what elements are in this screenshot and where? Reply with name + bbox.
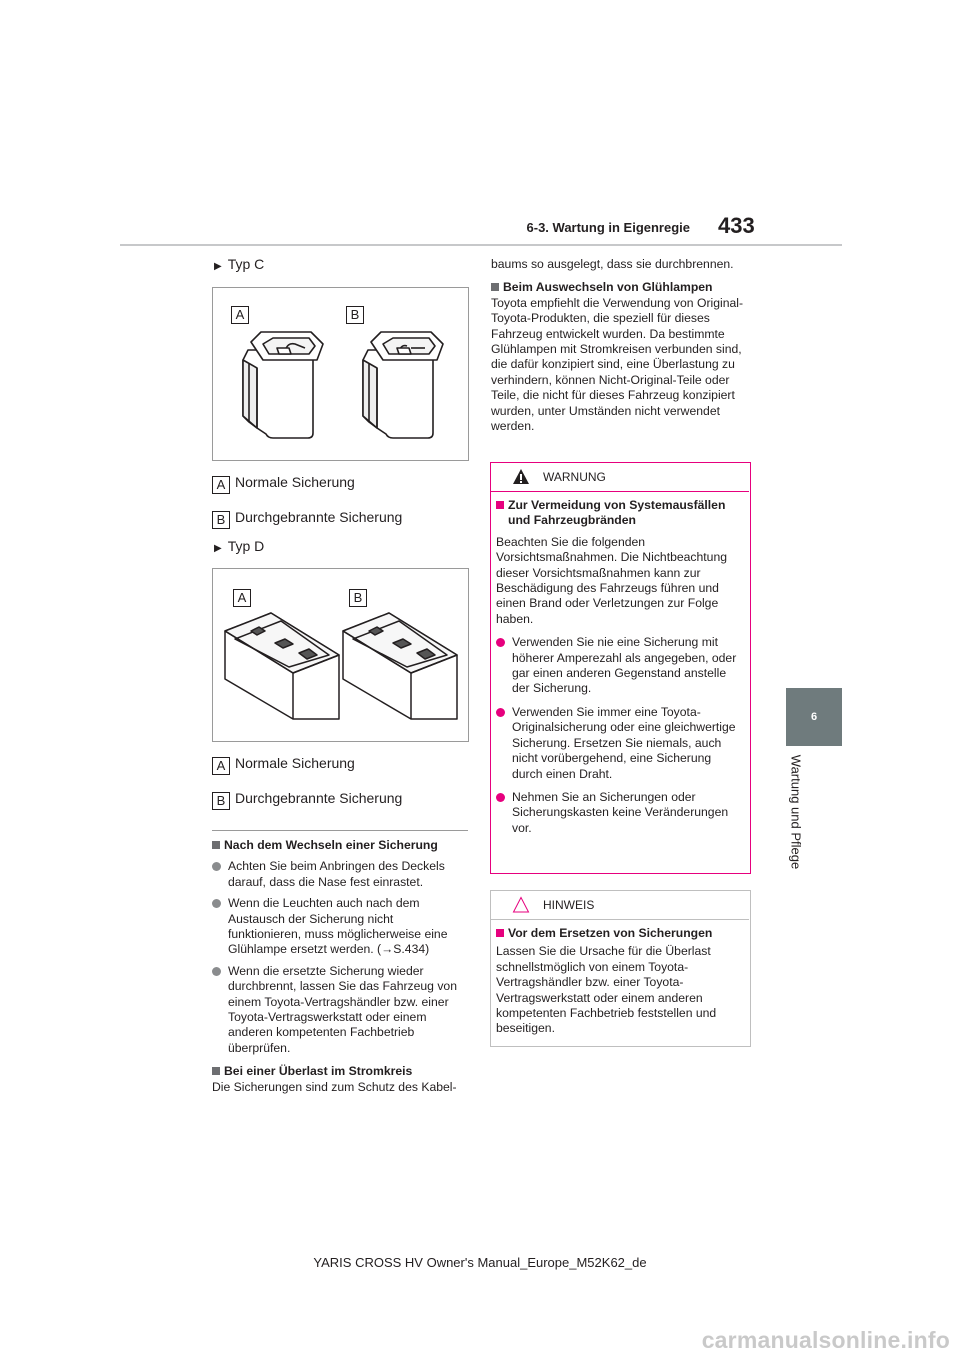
dot-bullet-icon xyxy=(496,638,505,647)
after-change-bullet-1: Achten Sie beim Anbringen des Deckels darauf, dass die Nase fest einrastet. xyxy=(212,859,468,890)
triangle-bullet-icon: ▶ xyxy=(214,261,222,272)
chapter-title-text: Wartung und Pflege xyxy=(788,754,804,870)
warning-content xyxy=(496,498,744,836)
fuse-type-d-figure xyxy=(212,568,469,742)
dot-bullet-icon xyxy=(212,862,221,871)
warning-bullet-1: Verwenden Sie nie eine Sicherung mit höherer Amperezahl als angegeben, oder gar einen anderen Gegenstand anstelle der Sicherung. xyxy=(496,635,744,697)
type-d-caption-a: A Normale Sicherung xyxy=(212,755,355,775)
right-top-text xyxy=(491,257,749,434)
type-c-heading-text: Typ C xyxy=(227,256,265,272)
dot-bullet-icon xyxy=(212,967,221,976)
type-c-caption-a: A Normale Sicherung xyxy=(212,474,355,494)
overload-heading: Bei einer Überlast im Stromkreis xyxy=(212,1064,468,1079)
bulbs-heading: Beim Auswechseln von Glühlampen xyxy=(491,280,749,295)
caution-triangle-icon xyxy=(512,896,530,913)
figure-label-b: B xyxy=(346,304,369,324)
square-bullet-icon xyxy=(491,283,499,291)
after-change-section xyxy=(212,838,468,1095)
dot-bullet-icon xyxy=(496,793,505,802)
figure-label-a: A xyxy=(233,587,256,607)
section-title: 6-3. Wartung in Eigenregie xyxy=(526,220,690,235)
warning-title: WARNUNG xyxy=(543,470,606,484)
warning-triangle-icon xyxy=(512,468,530,485)
note-text: Lassen Sie die Ursache für die Überlast schnellstmöglich von einem Toyota-Vertragshändler bzw. einer Toyota-Vertragswerkstatt oder einem anderen kompetenten Fachbetrieb feststellen und beseitigen. xyxy=(496,944,717,1036)
section-divider xyxy=(212,830,468,831)
chapter-tab: 6 xyxy=(786,688,842,746)
chapter-title xyxy=(776,742,816,882)
warning-bullet-2: Verwenden Sie immer eine Toyota-Originalsicherung oder eine gleichwertige Sicherung. Ersetzen Sie niemals, auch nicht vorübergehend, eine Sicherung durch einen Draht. xyxy=(496,705,744,782)
footer-text: YARIS CROSS HV Owner's Manual_Europe_M52K62_de xyxy=(313,1255,647,1270)
note-title-bar xyxy=(491,891,749,920)
dot-bullet-icon xyxy=(212,899,221,908)
type-c-caption-b: B Durchgebrannte Sicherung xyxy=(212,509,402,529)
type-c-heading xyxy=(214,256,264,272)
watermark: carmanualsonline.info xyxy=(701,1327,950,1353)
after-change-heading: Nach dem Wechseln einer Sicherung xyxy=(212,838,468,853)
bulbs-text: Toyota empfiehlt die Verwendung von Original-Toyota-Produkten, die speziell für dieses Fahrzeug entwickelt wurden. Da bestimmte Glühlampen mit Stromkreisen verbunden sind, die dafür konzipiert sind, eine Überlastung zu verhindern, können Nicht-Original-Teile oder Teile, die nicht für dieses Fahrzeug konzipiert wurden, unter Umständen nicht verwendet werden. xyxy=(491,295,744,434)
figure-label-a: A xyxy=(231,304,254,324)
warning-intro: Beachten Sie die folgenden Vorsichtsmaßnahmen. Die Nichtbeachtung dieser Vorsichtsmaßnahmen kann zur Beschädigung des Fahrzeugs führen und einen Brand oder Verletzungen zur Folge haben. xyxy=(496,534,728,626)
note-heading: Vor dem Ersetzen von Sicherungen xyxy=(496,926,744,941)
warning-heading: Zur Vermeidung von Systemausfällen und Fahrzeugbränden xyxy=(496,498,744,529)
type-d-caption-b: B Durchgebrannte Sicherung xyxy=(212,790,402,810)
after-change-bullet-3: Wenn die ersetzte Sicherung wieder durchbrennt, lassen Sie das Fahrzeug von einem Toyota-Vertragshändler bzw. einer Toyota-Vertragswerkstatt oder einem anderen kompetenten Fachbetrieb überprüfen. xyxy=(212,964,468,1056)
fuse-type-c-drawing xyxy=(213,288,468,460)
warning-title-bar xyxy=(491,463,749,492)
header-divider xyxy=(120,244,842,246)
after-change-bullet-2: Wenn die Leuchten auch nach dem Austausch der Sicherung nicht funktionieren, muss möglicherweise eine Glühlampe ersetzt werden. (→S.434) xyxy=(212,896,468,958)
note-content xyxy=(496,926,744,1037)
square-bullet-icon xyxy=(212,1067,220,1075)
type-d-heading xyxy=(214,538,264,554)
square-bullet-icon xyxy=(212,841,220,849)
fuse-type-d-drawing xyxy=(213,569,468,741)
overload-text-continued: baums so ausgelegt, dass sie durchbrennen. xyxy=(491,257,734,271)
dot-bullet-icon xyxy=(496,708,505,717)
warning-bullet-3: Nehmen Sie an Sicherungen oder Sicherungskasten keine Veränderungen vor. xyxy=(496,790,744,836)
square-bullet-icon xyxy=(496,929,504,937)
type-d-heading-text: Typ D xyxy=(227,538,265,554)
fuse-type-c-figure xyxy=(212,287,469,461)
note-title: HINWEIS xyxy=(543,898,595,912)
square-bullet-icon xyxy=(496,501,504,509)
page-number: 433 xyxy=(718,213,755,238)
overload-text: Die Sicherungen sind zum Schutz des Kabel- xyxy=(212,1079,457,1094)
figure-label-b: B xyxy=(349,587,372,607)
triangle-bullet-icon: ▶ xyxy=(214,543,222,554)
